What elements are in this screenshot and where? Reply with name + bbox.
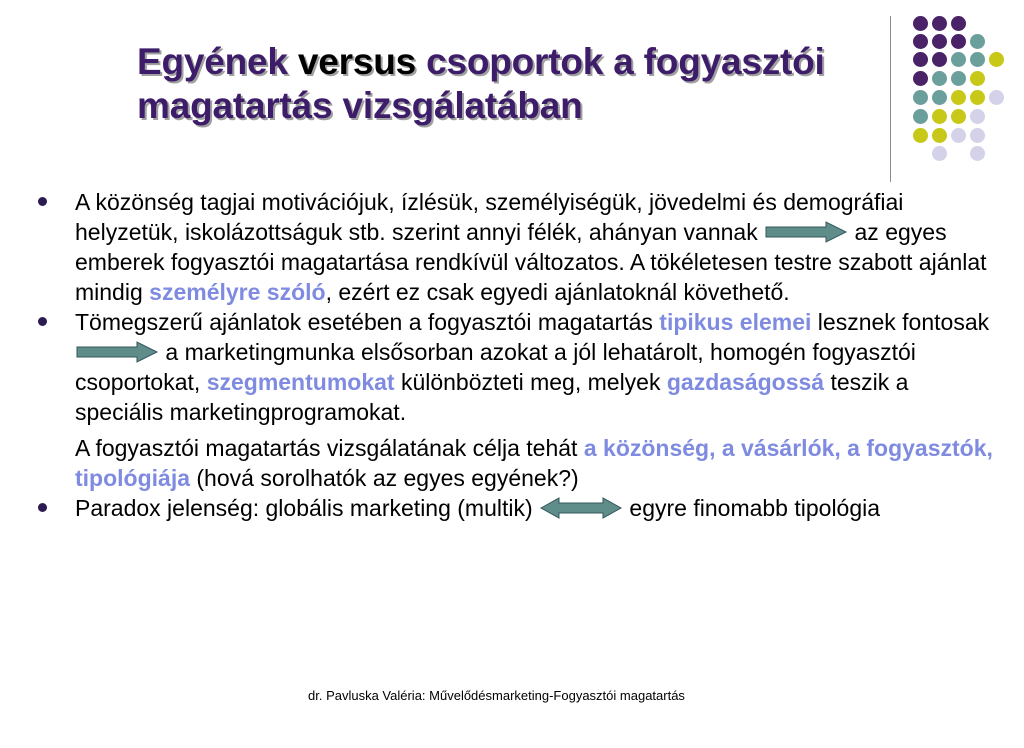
decor-dot: [951, 128, 966, 143]
decor-dot: [932, 34, 947, 49]
bullet-3-text-2: egyre finomabb tipológia: [623, 495, 881, 521]
decor-dot: [913, 52, 928, 67]
decor-dot: [951, 71, 966, 86]
decor-dot: [913, 34, 928, 49]
decor-dot: [932, 128, 947, 143]
right-arrow-icon: [75, 341, 159, 363]
decor-dot: [970, 146, 985, 161]
bullet-item-3: [38, 493, 998, 523]
decor-dot: [932, 109, 947, 124]
slide-title: [137, 40, 877, 128]
bullet-2-text-2: lesznek fontosak: [811, 309, 990, 335]
bullet-2-text-1: Tömegszerű ajánlatok esetében a fogyasztói magatartás: [75, 309, 660, 335]
decor-dot: [951, 16, 966, 31]
bullet-1-text-1: A közönség tagjai motivációjuk, ízlésük, személyiségük, jövedelmi és demográfiai helyzetük, iskolázottságuk stb. szerint annyi félék, ahányan vannak: [75, 189, 904, 245]
title-part-1: Egyének: [137, 41, 298, 82]
double-arrow-icon: [539, 496, 623, 520]
paragraph-highlight: a közönség, a vásárlók, a fogyasztók, tipológiája: [75, 435, 993, 491]
decor-dot: [970, 109, 985, 124]
bullet-2-highlight-1: tipikus elemei: [659, 309, 812, 335]
title-versus: versus: [297, 41, 416, 82]
slide-body: [38, 187, 998, 523]
decor-dot: [932, 90, 947, 105]
paragraph-text-2: (hová sorolhatók az egyes egyének?): [190, 465, 579, 491]
decor-dot: [970, 71, 985, 86]
bullet-2-text-4: különbözteti meg, melyek: [394, 369, 667, 395]
decor-dot: [932, 52, 947, 67]
decor-dot: [932, 146, 947, 161]
bullet-dot: [38, 317, 47, 326]
bullet-2-highlight-3: gazdaságossá: [666, 369, 825, 395]
bullet-item-1: [38, 187, 998, 307]
title-part-2: csoportok a fogyasztói magatartás vizsgálatában: [137, 41, 825, 126]
bullet-1-text-2: az egyes emberek fogyasztói magatartása rendkívül változatos. A tökéletesen testre szabott ajánlat mindig: [75, 219, 987, 305]
decor-dot: [913, 109, 928, 124]
decor-dot: [970, 90, 985, 105]
summary-paragraph: [38, 433, 998, 493]
paragraph-text-1: A fogyasztói magatartás vizsgálatának célja tehát: [75, 435, 584, 461]
decor-dot: [989, 52, 1004, 67]
decor-dot: [970, 128, 985, 143]
bullet-dot: [38, 197, 47, 206]
bullet-dot: [38, 503, 47, 512]
right-arrow-icon: [764, 221, 848, 243]
decor-dot: [932, 16, 947, 31]
decor-dot: [913, 90, 928, 105]
bullet-2-highlight-2: szegmentumokat: [206, 369, 395, 395]
bullet-1-text-3: , ezért ez csak egyedi ajánlatoknál követhető.: [325, 279, 790, 305]
bullet-item-2: [38, 307, 998, 427]
decor-dot: [913, 16, 928, 31]
decor-dot: [989, 90, 1004, 105]
divider-line: [890, 16, 891, 182]
decor-dot: [951, 34, 966, 49]
decor-dot: [951, 90, 966, 105]
bullet-2-text-3: a marketingmunka elsősorban azokat a jól lehatárolt, homogén fogyasztói csoportokat,: [75, 339, 916, 395]
decor-dot: [951, 109, 966, 124]
decor-dot: [951, 52, 966, 67]
decor-dot: [932, 71, 947, 86]
footer-text: dr. Pavluska Valéria: Művelődésmarketing-Fogyasztói magatartás: [308, 688, 685, 703]
bullet-2-text-5: teszik a speciális marketingprogramokat.: [75, 369, 909, 425]
decor-dot: [913, 128, 928, 143]
bullet-1-highlight: személyre szóló: [149, 279, 326, 305]
bullet-3-text-1: Paradox jelenség: globális marketing (multik): [75, 495, 540, 521]
decor-dot: [970, 52, 985, 67]
decor-dot: [913, 71, 928, 86]
decor-dot: [970, 34, 985, 49]
